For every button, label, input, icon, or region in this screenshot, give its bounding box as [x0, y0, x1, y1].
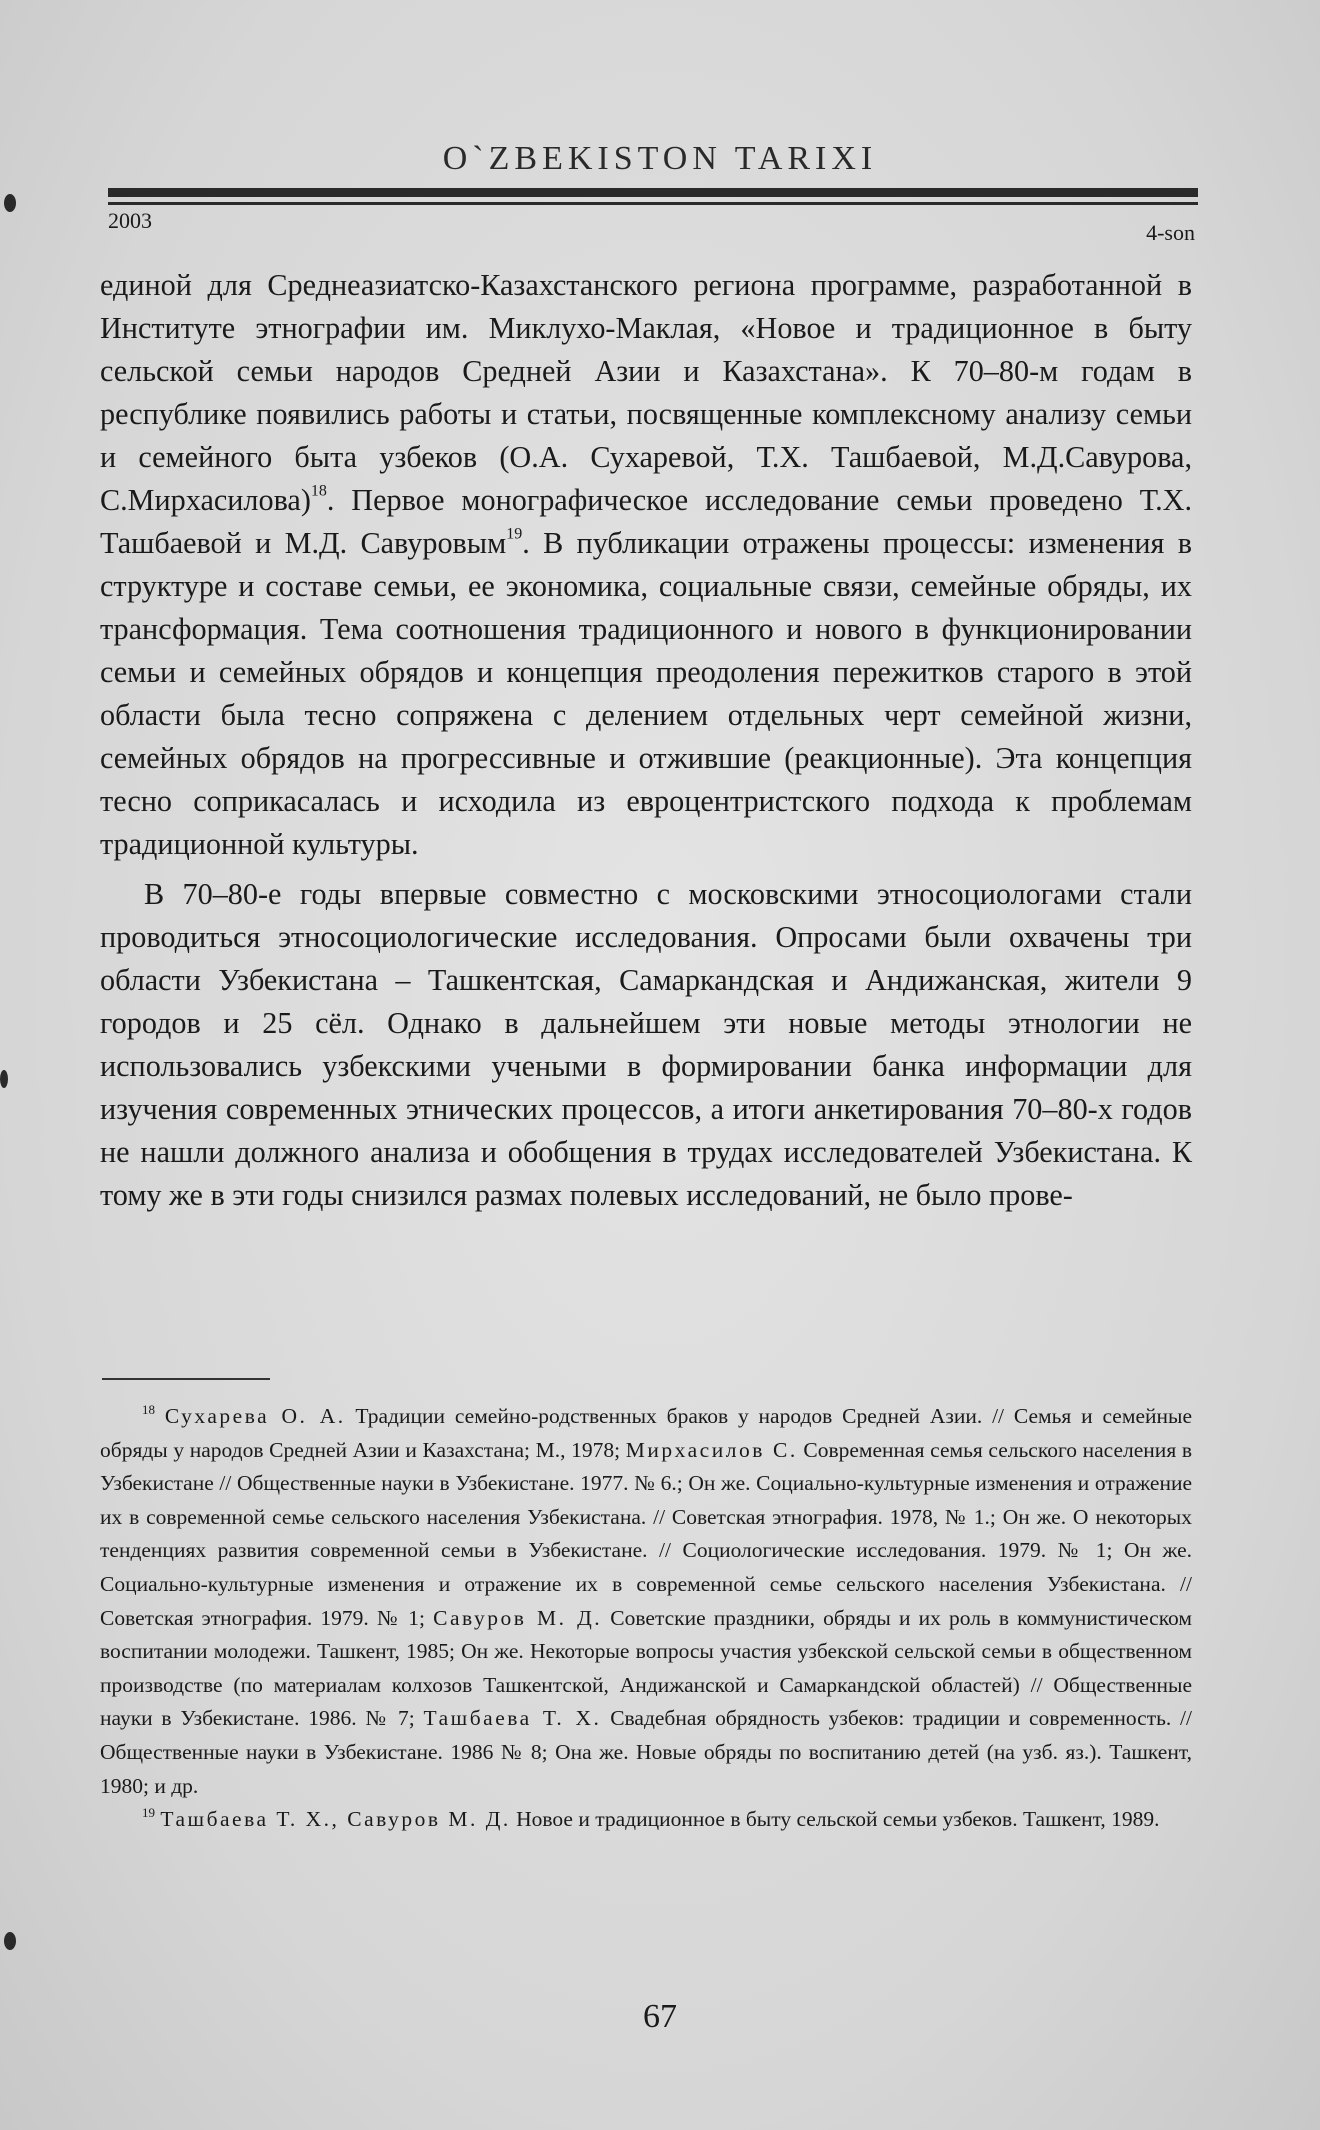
footnote-number: 18	[142, 1401, 155, 1417]
footnotes	[100, 1400, 1192, 1837]
cited-author: Савуров М. Д.	[433, 1605, 603, 1630]
citation-text: Новое и традиционное в быту сельской семьи узбеков. Ташкент, 1989.	[510, 1807, 1160, 1832]
paragraph: В 70–80-е годы впервые совместно с московскими этносоциологами стали проводиться этносоциологические исследования. Опросами были охвачены три области Узбекистана – Ташкентская, Самаркандская и Андижанская, жители 9 городов и 25 сёл. Однако в дальнейшем эти новые методы этнологии не использовались узбекскими учеными в формировании банка информации для изучения современных этнических процессов, а итоги анкетирования 70–80-х годов не нашли должного анализа и обобщения в трудах исследователей Узбекистана. К тому же в эти годы снизился размах полевых исследований, не было прове-	[100, 877, 1192, 1212]
punch-hole-mark	[0, 1070, 8, 1088]
main-text	[100, 264, 1192, 1217]
cited-author: Ташбаева Т. Х.	[423, 1706, 602, 1731]
citation-text: Советские праздники, обряды и их роль в коммунистическом воспитании молодежи. Ташкент, 1985; Он же. Некоторые вопросы участия узбекской сельской семьи в общественном производстве (по материалам колхозов Ташкентской, Андижанской и Самаркандской областей) // Общественные науки в Узбекистане. 1986. № 7;	[100, 1605, 1193, 1731]
punch-hole-mark	[4, 194, 16, 212]
footnote-separator	[102, 1378, 270, 1380]
punch-hole-mark	[4, 1932, 16, 1950]
page-number: 67	[643, 1998, 677, 2035]
header-rule-thick	[108, 188, 1198, 197]
cited-author: Мирхасилов С.	[625, 1437, 798, 1462]
footnote-19	[100, 1803, 1192, 1837]
issue-number: 4-son	[1146, 220, 1195, 245]
header-rule-thin	[108, 202, 1198, 205]
citation-text: Традиции семейно-родственных браков у народов Средней Азии. // Семья и семейные обряды у народов Средней Азии и Казахстана; М., 1978;	[100, 1404, 1192, 1462]
cited-author: Сухарева О. А.	[164, 1404, 346, 1428]
footnote-number: 19	[142, 1805, 155, 1821]
citation-text: Современная семья сельского населения в Узбекистане // Общественные науки в Узбекистане. 1977. № 6.; Он же. Социально-культурные изменения и отражение их в современной семье сельского населения Узбекистана. // Советская этнография. 1978, № 1.; Он же. О некоторых тенденциях развития современной семьи в Узбекистане. // Социологические исследования. 1979. № 1; Он же. Социально-культурные изменения и отражение их в современной семье сельского населения Узбекистана. // Советская этнография. 1979. № 1;	[100, 1437, 1192, 1630]
running-title: O`ZBEKISTON TARIXI	[442, 140, 878, 177]
paragraph-text: единой для Среднеазиатско-Казахстанского региона программе, разработанной в Институте этнографии им. Миклухо-Маклая, «Новое и традиционное в быту сельской семьи народов Средней Азии и Казахстана». К 70–80-м годам в республике появились работы и статьи, посвященные комплексному анализу семьи и семейного быта узбеков (О.А. Сухаревой, Т.Х. Ташбаевой, М.Д.Савурова, С.Мирхасилова)	[100, 268, 1192, 517]
footnote-18	[100, 1400, 1192, 1803]
publication-year: 2003	[108, 208, 152, 233]
paragraph-text: . В публикации отражены процессы: изменения в структуре и составе семьи, ее экономика, социальные связи, семейные обряды, их трансформация. Тема соотношения традиционного и нового в функционировании семьи и семейных обрядов и концепция преодоления пережитков старого в этой области была тесно сопряжена с делением отдельных черт семейной жизни, семейных обрядов на прогрессивные и отжившие (реакционные). Эта концепция тесно соприкасалась и исходила из евроцентристского подхода к проблемам традиционной культуры.	[100, 526, 1193, 861]
paragraph	[100, 264, 1192, 866]
cited-author: Ташбаева Т. Х., Савуров М. Д.	[160, 1807, 511, 1832]
paragraph-text: . Первое монографическое исследование семьи проведено Т.Х. Ташбаевой и М.Д. Савуровым	[100, 483, 1192, 560]
citation-text: Свадебная обрядность узбеков: традиции и современность. // Общественные науки в Узбекистане. 1986 № 8; Она же. Новые обряды по воспитанию детей (на узб. яз.). Ташкент, 1980; и др.	[100, 1706, 1193, 1798]
footnote-reference[interactable]: 19	[506, 525, 523, 543]
footnote-reference[interactable]: 18	[310, 482, 327, 500]
